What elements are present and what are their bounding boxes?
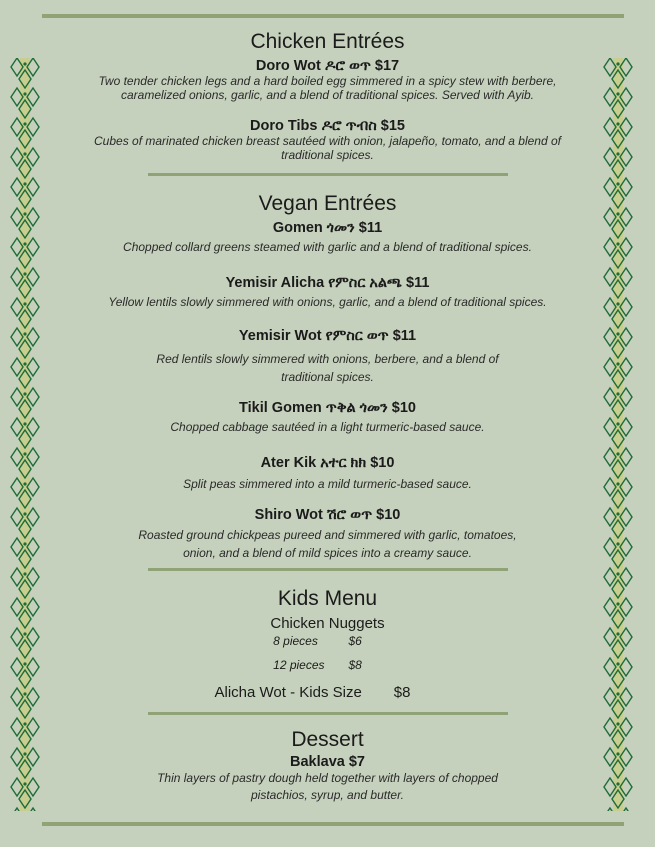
item-description: Cubes of marinated chicken breast sautéed with onion, jalapeño, tomato, and a blend of traditional spices. [94,134,561,162]
item-name: Alicha Wot - Kids Size [214,684,362,701]
menu-item [70,400,585,434]
menu-item [70,455,585,491]
bottom-rule [42,822,624,826]
section-vegan [70,190,585,562]
menu-item [70,118,585,162]
item-kids-alicha [70,684,585,702]
section-title-chicken: Chicken Entrées [250,30,405,53]
menu-item [70,328,585,386]
section-title-dessert: Dessert [291,728,364,751]
item-name: Yemisir Wot የምስር ወጥ $11 [238,328,417,344]
section-divider [148,173,508,176]
option-quantity: 12 pieces [273,658,325,672]
menu-item [70,754,585,804]
section-title-vegan: Vegan Entrées [258,192,397,215]
item-name: Yemisir Alicha የምስር አልጫ $11 [225,275,430,291]
option-price: $8 [348,658,362,672]
menu-item [70,220,585,254]
item-name: Gomen ጎመን $11 [272,220,383,236]
item-name: Ater Kik አተር ክክ $10 [260,455,395,471]
section-kids [70,585,585,702]
menu-item [70,58,585,102]
item-description: Chopped cabbage sautéed in a light turmeric-based sauce. [170,420,485,434]
menu-item [70,507,585,562]
section-title-kids: Kids Menu [277,587,378,610]
menu-item [70,275,585,309]
item-name: Doro Wot ዶሮ ወጥ $17 [255,58,400,74]
menu-content [70,28,585,804]
item-description: Split peas simmered into a mild turmeric-based sauce. [183,477,472,491]
section-dessert [70,726,585,804]
item-name: Tikil Gomen ጥቅል ጎመን $10 [239,400,416,416]
item-price: $8 [393,684,411,701]
left-decorative-border [10,58,40,811]
item-description: Roasted ground chickpeas pureed and simmered with garlic, tomatoes, onion, and a blend of mild spices into a creamy sauce. [138,528,517,560]
nuggets-option [70,658,585,672]
top-rule [42,14,624,18]
section-divider [148,568,508,571]
option-price: $6 [348,634,362,648]
section-chicken [70,28,585,162]
item-description: Thin layers of pastry dough held together with layers of chopped pistachios, syrup, and butter. [157,771,498,802]
section-divider [148,712,508,715]
nuggets-option [70,634,585,648]
item-name-chicken-nuggets: Chicken Nuggets [270,615,385,632]
item-description: Chopped collard greens steamed with garlic and a blend of traditional spices. [123,240,532,254]
item-description: Yellow lentils slowly simmered with onions, garlic, and a blend of traditional spices. [108,295,547,309]
item-name: Doro Tibs ዶሮ ጥብስ $15 [250,118,405,134]
item-description: Red lentils slowly simmered with onions, berbere, and a blend of traditional spices. [156,352,499,384]
item-description: Two tender chicken legs and a hard boiled egg simmered in a spicy stew with berbere, caramelized onions, garlic, and a blend of traditional spices. Served with Ayib. [98,74,557,102]
item-name: Baklava $7 [290,754,365,770]
right-decorative-border [603,58,633,811]
item-name: Shiro Wot ሽሮ ወጥ $10 [254,507,401,523]
option-quantity: 8 pieces [273,634,318,648]
